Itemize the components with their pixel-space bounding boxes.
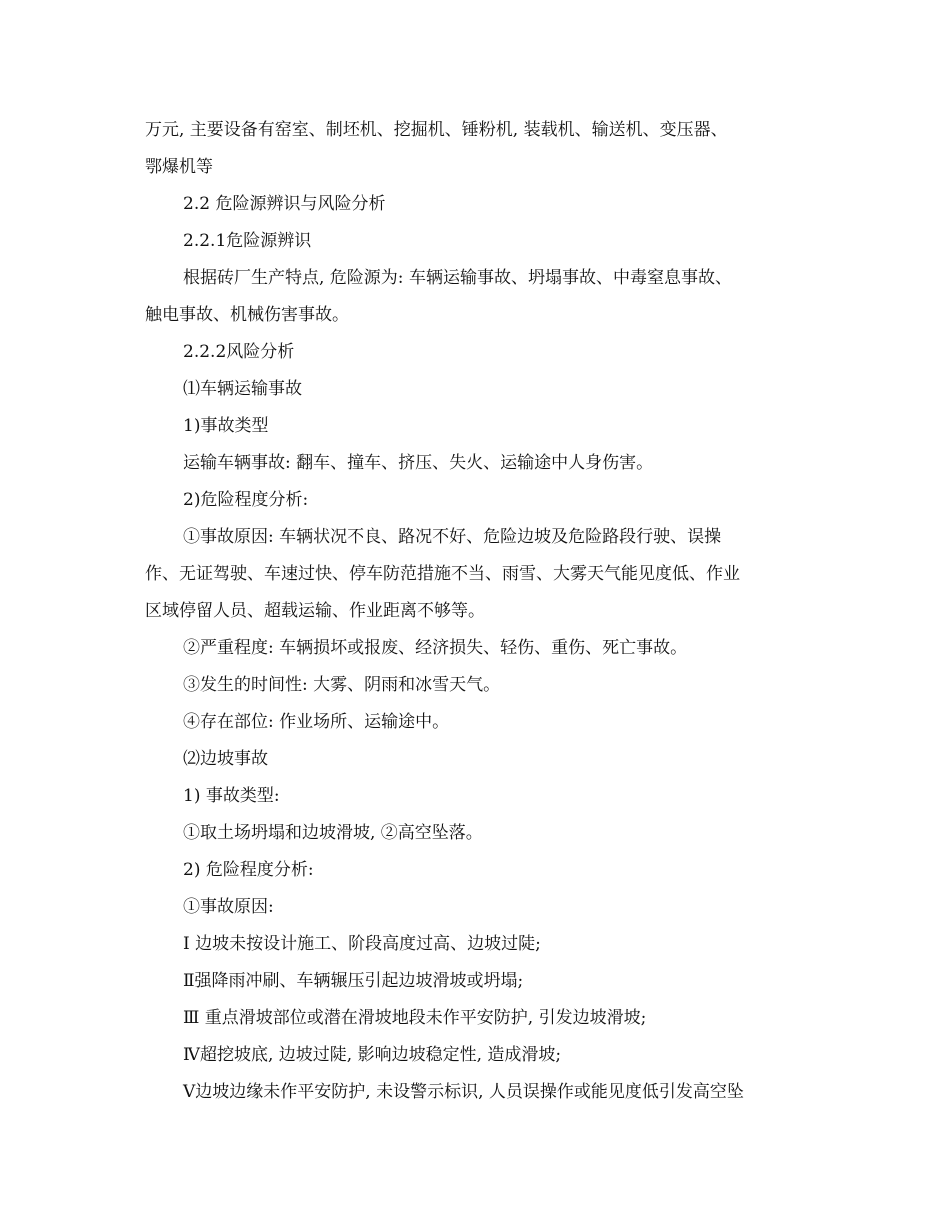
text-line: 运输车辆事故: 翻车、撞车、挤压、失火、运输途中人身伤害。 xyxy=(183,453,654,473)
text-line: 区域停留人员、超载运输、作业距离不够等。 xyxy=(145,601,485,621)
text-line: Ⅴ边坡边缘未作平安防护, 未设警示标识, 人员误操作或能见度低引发高空坠 xyxy=(183,1082,744,1102)
text-line: ③发生的时间性: 大雾、阴雨和冰雪天气。 xyxy=(183,675,501,695)
text-line: ①取土场坍塌和边坡滑坡, ②高空坠落。 xyxy=(183,823,483,843)
text-line: 作、无证驾驶、车速过快、停车防范措施不当、雨雪、大雾天气能见度低、作业 xyxy=(145,564,740,584)
text-line: 鄂爆机等 xyxy=(145,157,213,177)
item-heading: ⑵边坡事故 xyxy=(183,749,268,769)
text-line: 2) 危险程度分析: xyxy=(183,860,314,880)
text-line: ①事故原因: xyxy=(183,897,274,917)
text-line: 触电事故、机械伤害事故。 xyxy=(145,305,349,325)
section-heading: 2.2 危险源辨识与风险分析 xyxy=(183,194,386,214)
text-line: 万元, 主要设备有窑室、制坯机、挖掘机、锤粉机, 装载机、输送机、变压器、 xyxy=(145,120,728,140)
text-line: 1) 事故类型: xyxy=(183,786,280,806)
text-line: Ⅳ超挖坡底, 边坡过陡, 影响边坡稳定性, 造成滑坡; xyxy=(183,1045,562,1065)
text-line: 2)危险程度分析: xyxy=(183,490,309,510)
text-line: ②严重程度: 车辆损坏或报废、经济损失、轻伤、重伤、死亡事故。 xyxy=(183,638,688,658)
text-line: 根据砖厂生产特点, 危险源为: 车辆运输事故、坍塌事故、中毒窒息事故、 xyxy=(183,268,732,288)
item-heading: ⑴车辆运输事故 xyxy=(183,379,302,399)
text-line: Ⅱ强降雨冲刷、车辆辗压引起边坡滑坡或坍塌; xyxy=(183,971,524,991)
text-line: 1)事故类型 xyxy=(183,416,269,436)
text-line: Ⅲ 重点滑坡部位或潜在滑坡地段未作平安防护, 引发边坡滑坡; xyxy=(183,1008,647,1028)
text-line: Ⅰ 边坡未按设计施工、阶段高度过高、边坡过陡; xyxy=(183,934,541,954)
subsection-heading: 2.2.1危险源辨识 xyxy=(183,231,312,251)
text-line: ④存在部位: 作业场所、运输途中。 xyxy=(183,712,450,732)
text-line: ①事故原因: 车辆状况不良、路况不好、危险边坡及危险路段行驶、误操 xyxy=(183,527,722,547)
subsection-heading: 2.2.2风险分析 xyxy=(183,342,295,362)
